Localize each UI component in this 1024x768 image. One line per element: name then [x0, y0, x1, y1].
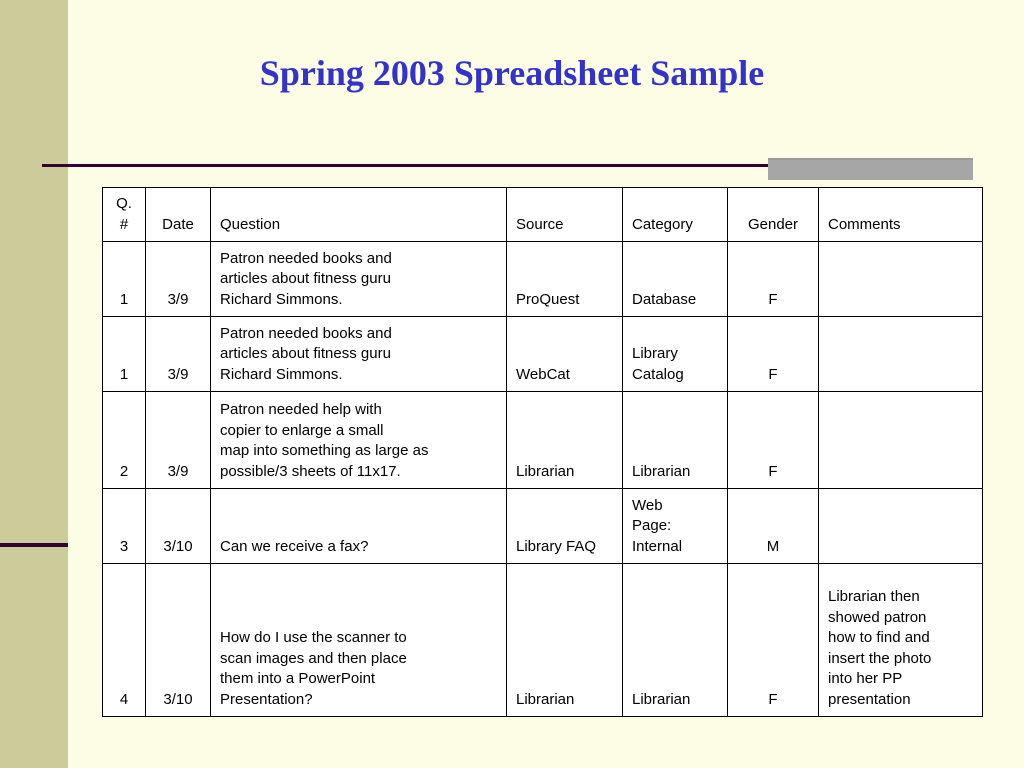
- cell-date: 3/10: [146, 564, 211, 717]
- cell-question: Patron needed help with copier to enlarge a small map into something as large as possible/3 sheets of 11x17.: [211, 392, 507, 489]
- slide-title-text: Spring 2003 Spreadsheet Sample: [259, 53, 765, 93]
- cell-comments: [819, 489, 983, 564]
- cell-category: Web Page: Internal: [623, 489, 728, 564]
- cell-gender: M: [728, 489, 819, 564]
- slide-title: [0, 52, 1024, 94]
- table-header-row: [103, 188, 983, 242]
- cell-question-number: 2: [103, 392, 146, 489]
- cell-question-number: 3: [103, 489, 146, 564]
- cell-question: Can we receive a fax?: [211, 489, 507, 564]
- header-comments: Comments: [819, 188, 983, 242]
- table-row: [103, 242, 983, 317]
- header-category: Category: [623, 188, 728, 242]
- header-gender: Gender: [728, 188, 819, 242]
- table-row: [103, 564, 983, 717]
- cell-source: Librarian: [507, 392, 623, 489]
- header-question: Question: [211, 188, 507, 242]
- cell-date: 3/9: [146, 242, 211, 317]
- cell-date: 3/9: [146, 317, 211, 392]
- cell-source: Librarian: [507, 564, 623, 717]
- cell-comments: [819, 317, 983, 392]
- table-row: [103, 317, 983, 392]
- reference-questions-table: [102, 187, 983, 717]
- cell-question: How do I use the scanner to scan images and then place them into a PowerPoint Presentation?: [211, 564, 507, 717]
- cell-gender: F: [728, 242, 819, 317]
- title-divider-bar: [768, 158, 973, 180]
- cell-question-number: 4: [103, 564, 146, 717]
- cell-source: WebCat: [507, 317, 623, 392]
- cell-source: ProQuest: [507, 242, 623, 317]
- cell-question-number: 1: [103, 317, 146, 392]
- cell-date: 3/9: [146, 392, 211, 489]
- header-date: Date: [146, 188, 211, 242]
- cell-comments: [819, 392, 983, 489]
- left-accent-bar: [0, 543, 68, 547]
- header-source: Source: [507, 188, 623, 242]
- cell-category: Librarian: [623, 392, 728, 489]
- header-question-number: Q. #: [103, 188, 146, 242]
- cell-category: Librarian: [623, 564, 728, 717]
- cell-question: Patron needed books and articles about fitness guru Richard Simmons.: [211, 317, 507, 392]
- table-row: [103, 392, 983, 489]
- left-side-band: [0, 0, 68, 768]
- cell-gender: F: [728, 392, 819, 489]
- table-row: [103, 489, 983, 564]
- cell-category: Database: [623, 242, 728, 317]
- cell-source: Library FAQ: [507, 489, 623, 564]
- cell-gender: F: [728, 564, 819, 717]
- cell-date: 3/10: [146, 489, 211, 564]
- cell-question-number: 1: [103, 242, 146, 317]
- cell-question: Patron needed books and articles about fitness guru Richard Simmons.: [211, 242, 507, 317]
- cell-gender: F: [728, 317, 819, 392]
- cell-category: Library Catalog: [623, 317, 728, 392]
- cell-comments: [819, 242, 983, 317]
- cell-comments: Librarian then showed patron how to find and insert the photo into her PP presentation: [819, 564, 983, 717]
